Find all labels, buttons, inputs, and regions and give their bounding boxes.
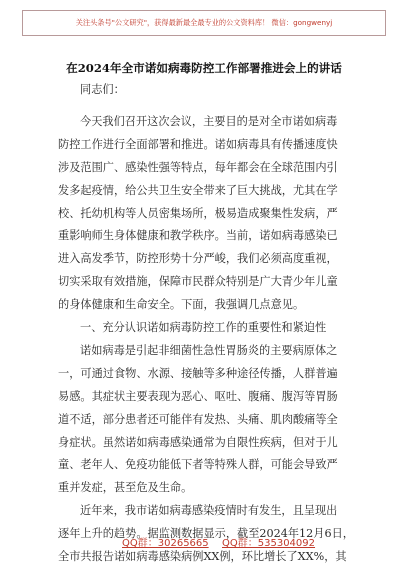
paragraph-line: 近年来，我市诺如病毒感染疫情时有发生，且呈现出 <box>80 504 338 518</box>
paragraph-line: 涉及范围广、感染性强等特点，每年都会在全球范围内引 <box>58 160 338 174</box>
paragraph-line: 今天我们召开这次会议，主要目的是对全市诺如病毒 <box>80 114 338 128</box>
paragraph-line: 道不适，部分患者还可能伴有发热、头痛、肌肉酸痛等全 <box>58 412 338 426</box>
paragraph-line: 逐年上升的趋势。据监测数据显示，截至2024年12月6日， <box>58 527 354 541</box>
qq-group-link-right[interactable]: QQ群：535304092 <box>222 538 316 549</box>
paragraph-line: 重并发症，甚至危及生命。 <box>58 481 193 495</box>
paragraph-line: 进入高发季节，防控形势十分严峻，我们必须高度重视， <box>58 252 338 266</box>
paragraph-line: 切实采取有效措施，保障市民群众特别是广大青少年儿童 <box>58 275 338 289</box>
header-banner: 关注头条号"公文研究"，获得最新最全最专业的公文资料库！ 微信：gongwenyj <box>22 10 386 36</box>
paragraph-line: 诺如病毒是引起非细菌性急性胃肠炎的主要病原体之 <box>80 343 338 357</box>
paragraph-line: 防控工作进行全面部署和推进。诺如病毒具有传播速度快 <box>58 137 338 151</box>
footer <box>0 534 408 554</box>
qq-group-link-left[interactable]: QQ群：30265665 <box>122 538 209 549</box>
paragraph-line: 全市共报告诺如病毒感染病例XX例，环比增长了XX%，其 <box>58 550 347 563</box>
paragraph-line: 身症状。虽然诺如病毒感染通常为自限性疾病，但对于儿 <box>58 435 338 449</box>
paragraph-line: 发多起疫情，给公共卫生安全带来了巨大挑战，尤其在学 <box>58 183 338 197</box>
paragraph-line: 校、托幼机构等人员密集场所，极易造成聚集性发病，严 <box>58 206 338 220</box>
section-heading: 一、充分认识诺如病毒防控工作的重要性和紧迫性 <box>80 321 327 334</box>
paragraph-line: 易感。其症状主要表现为恶心、呕吐、腹痛、腹泻等胃肠 <box>58 389 338 403</box>
document-title: 在2024年全市诺如病毒防控工作部署推进会上的讲话 <box>66 61 342 75</box>
salutation: 同志们： <box>80 83 125 96</box>
paragraph-line: 重影响师生身体健康和教学秩序。当前，诺如病毒感染已 <box>58 229 338 243</box>
paragraph-line: 的身体健康和生命安全。下面，我强调几点意见。 <box>58 298 305 312</box>
paragraph-line: 一，可通过食物、水源、接触等多种途径传播，人群普遍 <box>58 366 338 380</box>
paragraph-line: 童、老年人、免疫功能低下者等特殊人群，可能会导致严 <box>58 458 338 472</box>
